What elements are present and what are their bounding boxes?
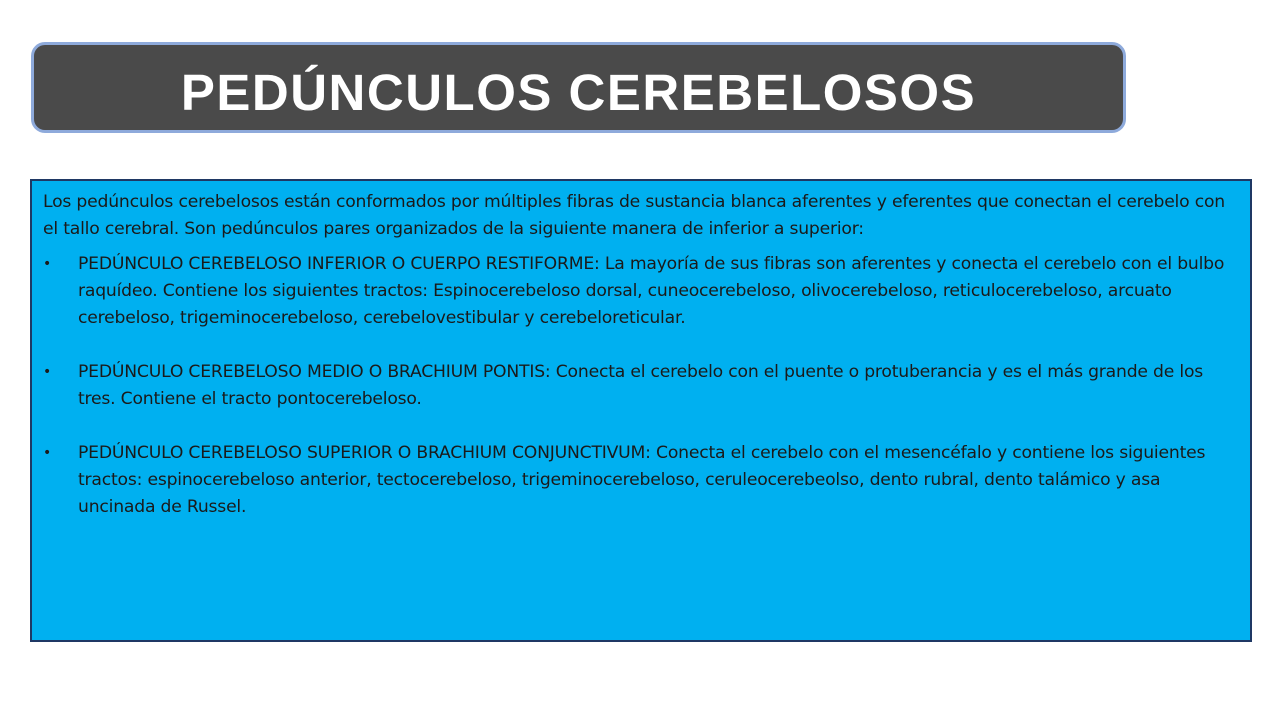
bullet-list [43,251,1238,521]
list-item [43,359,1238,413]
title-banner [31,42,1126,133]
bullet-icon: • [43,364,52,380]
bullet-icon: • [43,445,52,461]
list-item [43,440,1238,521]
list-item [43,251,1238,332]
bullet-text-superior: PEDÚNCULO CEREBELOSO SUPERIOR O BRACHIUM CONJUNCTIVUM: Conecta el cerebelo con el mesencéfalo y contiene los siguientes tractos: espinocerebeloso anterior, tectocerebeloso, trigeminocerebeloso, ceruleocerebeolso, dento rubral, dento talámico y asa uncinada de Russel. [78,443,1206,517]
bullet-icon: • [43,256,52,272]
slide-title: PEDÚNCULOS CEREBELOSOS [180,64,977,121]
bullet-text-medio: PEDÚNCULO CEREBELOSO MEDIO O BRACHIUM PONTIS: Conecta el cerebelo con el puente o protuberancia y es el más grande de los tres. Contiene el tracto pontocerebeloso. [78,362,1204,409]
content-box [30,179,1252,642]
bullet-text-inferior: PEDÚNCULO CEREBELOSO INFERIOR O CUERPO RESTIFORME: La mayoría de sus fibras son aferentes y conecta el cerebelo con el bulbo raquídeo. Contiene los siguientes tractos: Espinocerebeloso dorsal, cuneocerebeloso, olivocerebeloso, reticulocerebeloso, arcuato cerebeloso, trigeminocerebeloso, cerebelovestibular y cerebeloreticular. [78,254,1225,328]
intro-paragraph: Los pedúnculos cerebelosos están conformados por múltiples fibras de sustancia blanca aferentes y eferentes que conectan el cerebelo con el tallo cerebral. Son pedúnculos pares organizados de la siguiente manera de inferior a superior: [43,192,1225,239]
